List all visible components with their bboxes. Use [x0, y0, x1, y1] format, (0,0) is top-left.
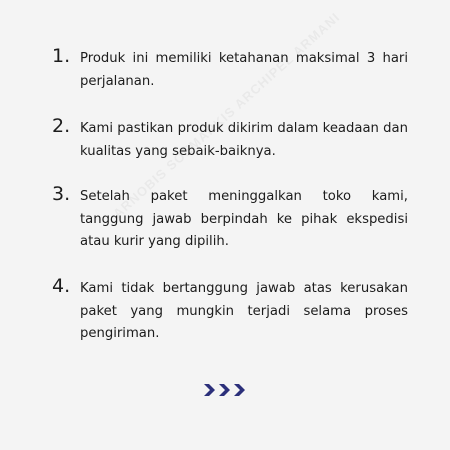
list-number-1: 1.: [52, 45, 71, 67]
list-item-3: [52, 183, 408, 254]
list-item-1: [52, 45, 408, 93]
list-number-3: 3.: [52, 183, 71, 205]
list-text-2: Kami pastikan produk dikirim dalam keadaan dan kualitas yang sebaik-baiknya.: [80, 121, 408, 159]
list-item-2: [52, 115, 408, 163]
list-text-4: Kami tidak bertanggung jawab atas kerusakan paket yang mungkin terjadi selama proses pengiriman.: [80, 281, 408, 341]
list-number-2: 2.: [52, 115, 71, 137]
list-item-4: [52, 275, 408, 346]
list-number-4: 4.: [52, 275, 71, 297]
list-text-1: Produk ini memiliki ketahanan maksimal 3 hari perjalanan.: [80, 51, 408, 89]
triple-chevron-right-icon[interactable]: [204, 382, 248, 396]
list-text-3: Setelah paket meninggalkan toko kami, tanggung jawab berpindah ke pihak ekspedisi atau kurir yang dipilih.: [80, 189, 408, 249]
